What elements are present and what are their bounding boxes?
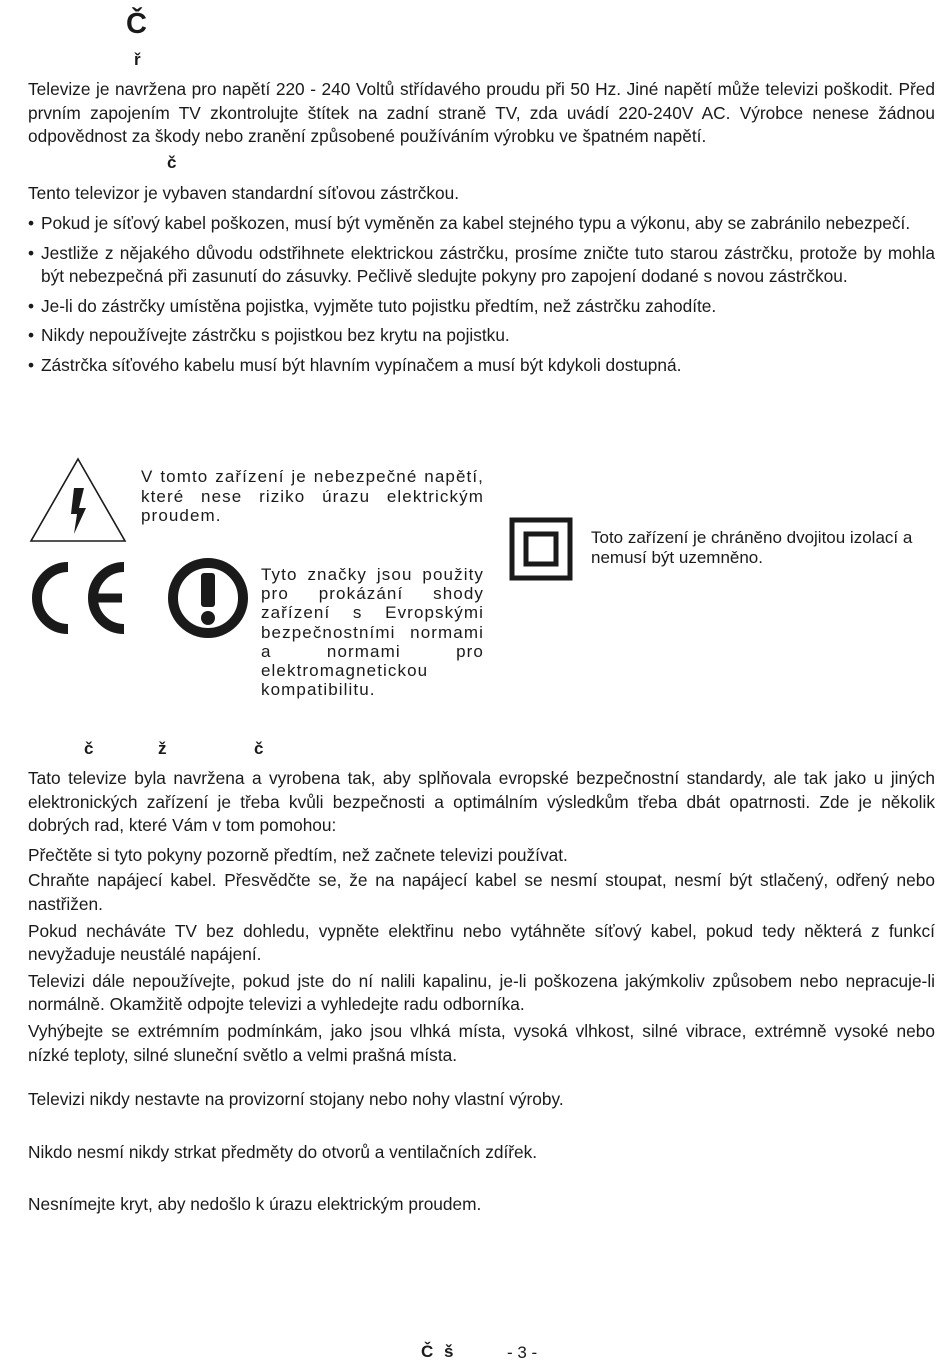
double-insulation-icon [509,517,573,581]
list-item: • Nikdy nepoužívejte zástrčku s pojistkou bez krytu na pojistku. [28,324,935,348]
page-heading-fragment: Č [126,8,147,40]
double-insulation-text: Toto zařízení je chráněno dvojitou izolací a nemusí být uzemněno. [591,528,913,567]
safety-paragraph: Chraňte napájecí kabel. Přesvědčte se, že na napájecí kabel se nesmí stoupat, nesmí být stlačený, odřený nebo nastřižen. [28,870,935,914]
cover-notice: Nesnímejte kryt, aby nedošlo k úrazu elektrickým proudem. [28,1194,482,1214]
footer-fragment: Č š [421,1342,454,1361]
safety-heading-fragment-1: č [84,739,94,758]
exclamation-circle-icon [168,558,248,638]
page-subheading-fragment: ř [134,50,141,69]
list-item: • Je-li do zástrčky umístěna pojistka, vyjměte tuto pojistku předtím, než zástrčku zahodíte. [28,295,935,319]
list-item: • Jestliže z nějakého důvodu odstřihnete elektrickou zástrčku, prosíme zničte tuto starou zástrčku, protože by mohla být nebezpečná při zasunutí do zásuvky. Pečlivě sledujte pokyny pro zapojení dodané s novou zástrčkou. [28,242,935,289]
plug-bullet-list [28,212,935,384]
safety-paragraph: Přečtěte si tyto pokyny pozorně předtím, než začnete televizi používat. [28,844,568,865]
plug-section-heading-fragment: č [167,153,177,172]
list-item: • Zástrčka síťového kabelu musí být hlavním vypínačem a musí být kdykoli dostupná. [28,354,935,378]
safety-paragraphs [28,767,935,1067]
objects-notice: Nikdo nesmí nikdy strkat předměty do otvorů a ventilačních zdířek. [28,1142,538,1162]
safety-heading-fragment-2: ž [158,739,167,758]
intro-paragraph: Televize je navržena pro napětí 220 - 240 Voltů střídavého proudu při 50 Hz. Jiné napětí může televizi poškodit. Před prvním zapojením TV zkontrolujte štítek na zadní straně TV, zda uvádí 220-240V AC. Výrobce nenese žádnou odpovědnost za škody nebo zranění způsobené používáním výrobku ve špatném napětí. [28,79,935,147]
ce-conformity-text: Tyto značky jsou použity pro prokázání shody zařízení s Evropskými bezpečnostními normami a normami pro elektromagnetickou kompatibilitu. [261,565,484,700]
warning-triangle-lightning-icon [28,456,128,544]
voltage-warning-text: V tomto zařízení je nebezpečné napětí, které nese riziko úrazu elektrickým proudem. [141,467,484,525]
plug-intro-text: Tento televizor je vybaven standardní síťovou zástrčkou. [28,183,460,203]
safety-paragraph: Tato televize byla navržena a vyrobena tak, aby splňovala evropské bezpečnostní standardy, ale tak jako u jiných elektronických zařízení je třeba kvůli bezpečnosti a optimálním výsledkům třeba dbát opatrnosti. Zde je několik dobrých rad, které Vám v tom pomohou: [28,768,935,836]
page-number: - 3 - [507,1343,538,1362]
stand-notice: Televizi nikdy nestavte na provizorní stojany nebo nohy vlastní výroby. [28,1089,564,1109]
safety-paragraph: Televizi dále nepoužívejte, pokud jste do ní nalili kapalinu, je-li poškozena jakýmkoliv způsobem nebo nepracuje-li normálně. Okamžitě odpojte televizi a vyhledejte radu odborníka. [28,970,935,1015]
safety-paragraph: Pokud necháváte TV bez dohledu, vypněte elektřinu nebo vytáhněte síťový kabel, pokud tedy některá z funkcí nevyžaduje neustálé napájení. [28,920,935,965]
ce-mark-icon [28,560,130,636]
list-item: • Pokud je síťový kabel poškozen, musí být vyměněn za kabel stejného typu a výkonu, aby se zabránilo nebezpečí. [28,212,935,236]
safety-heading-fragment-3: č [254,739,264,758]
safety-paragraph: Vyhýbejte se extrémním podmínkám, jako jsou vlhká místa, vysoká vlhkost, silné vibrace, extrémně vysoké nebo nízké teploty, silné sluneční světlo a velmi prašná místa. [28,1020,935,1065]
